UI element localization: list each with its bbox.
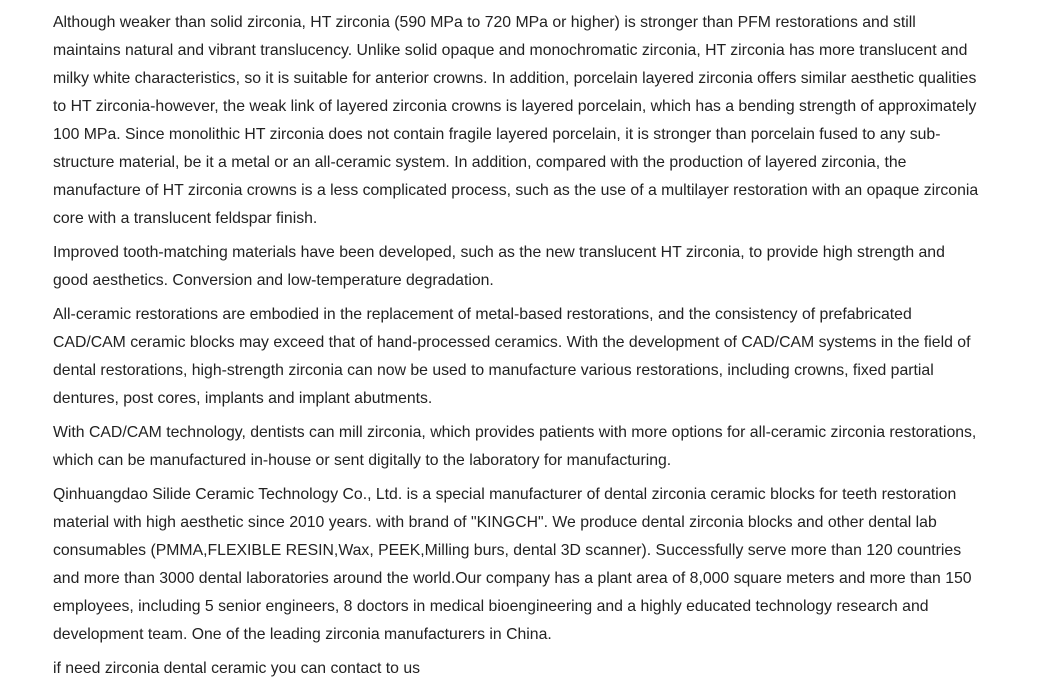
paragraph-tooth-matching-materials: Improved tooth-matching materials have been developed, such as the new translucent HT zirconia, to provide high strength and good aesthetics. Conversion and low-temperature degradation. — [53, 244, 945, 289]
paragraph-ht-zirconia-strength: Although weaker than solid zirconia, HT zirconia (590 MPa to 720 MPa or higher) is stronger than PFM restorations and still maintains natural and vibrant translucency. Unlike solid opaque and monochromatic zirconia, HT zirconia has more translucent and milky white characteristics, so it is suitable for anterior crowns. In addition, porcelain layered zirconia offers similar aesthetic qualities to HT zirconia-however, the weak link of layered zirconia crowns is layered porcelain, which has a bending strength of approximately 100 MPa. Since monolithic HT zirconia does not contain fragile layered porcelain, it is stronger than porcelain fused to any sub-structure material, be it a metal or an all-ceramic system. In addition, compared with the production of layered zirconia, the manufacture of HT zirconia crowns is a less complicated process, such as the use of a multilayer restoration with an opaque zirconia core with a translucent feldspar finish. — [53, 14, 979, 227]
paragraph-all-ceramic-restorations: All-ceramic restorations are embodied in the replacement of metal-based restorations, and the consistency of prefabricated CAD/CAM ceramic blocks may exceed that of hand-processed ceramics. With the development of CAD/CAM systems in the field of dental restorations, high-strength zirconia can now be used to manufacture various restorations, including crowns, fixed partial dentures, post cores, implants and implant abutments. — [53, 306, 971, 407]
article-body — [53, 9, 983, 689]
paragraph-cad-cam-technology: With CAD/CAM technology, dentists can mill zirconia, which provides patients with more options for all-ceramic zirconia restorations, which can be manufactured in-house or sent digitally to the laboratory for manufacturing. — [53, 424, 977, 469]
paragraph-contact-note: if need zirconia dental ceramic you can contact to us — [53, 660, 421, 677]
paragraph-company-profile: Qinhuangdao Silide Ceramic Technology Co., Ltd. is a special manufacturer of dental zirconia ceramic blocks for teeth restoration material with high aesthetic since 2010 years. with brand of "KINGCH". We produce dental zirconia blocks and other dental lab consumables (PMMA,FLEXIBLE RESIN,Wax, PEEK,Milling burs, dental 3D scanner). Successfully serve more than 120 countries and more than 3000 dental laboratories around the world.Our company has a plant area of 8,000 square meters and more than 150 employees, including 5 senior engineers, 8 doctors in medical bioengineering and a highly educated technology research and development team. One of the leading zirconia manufacturers in China. — [53, 486, 972, 643]
